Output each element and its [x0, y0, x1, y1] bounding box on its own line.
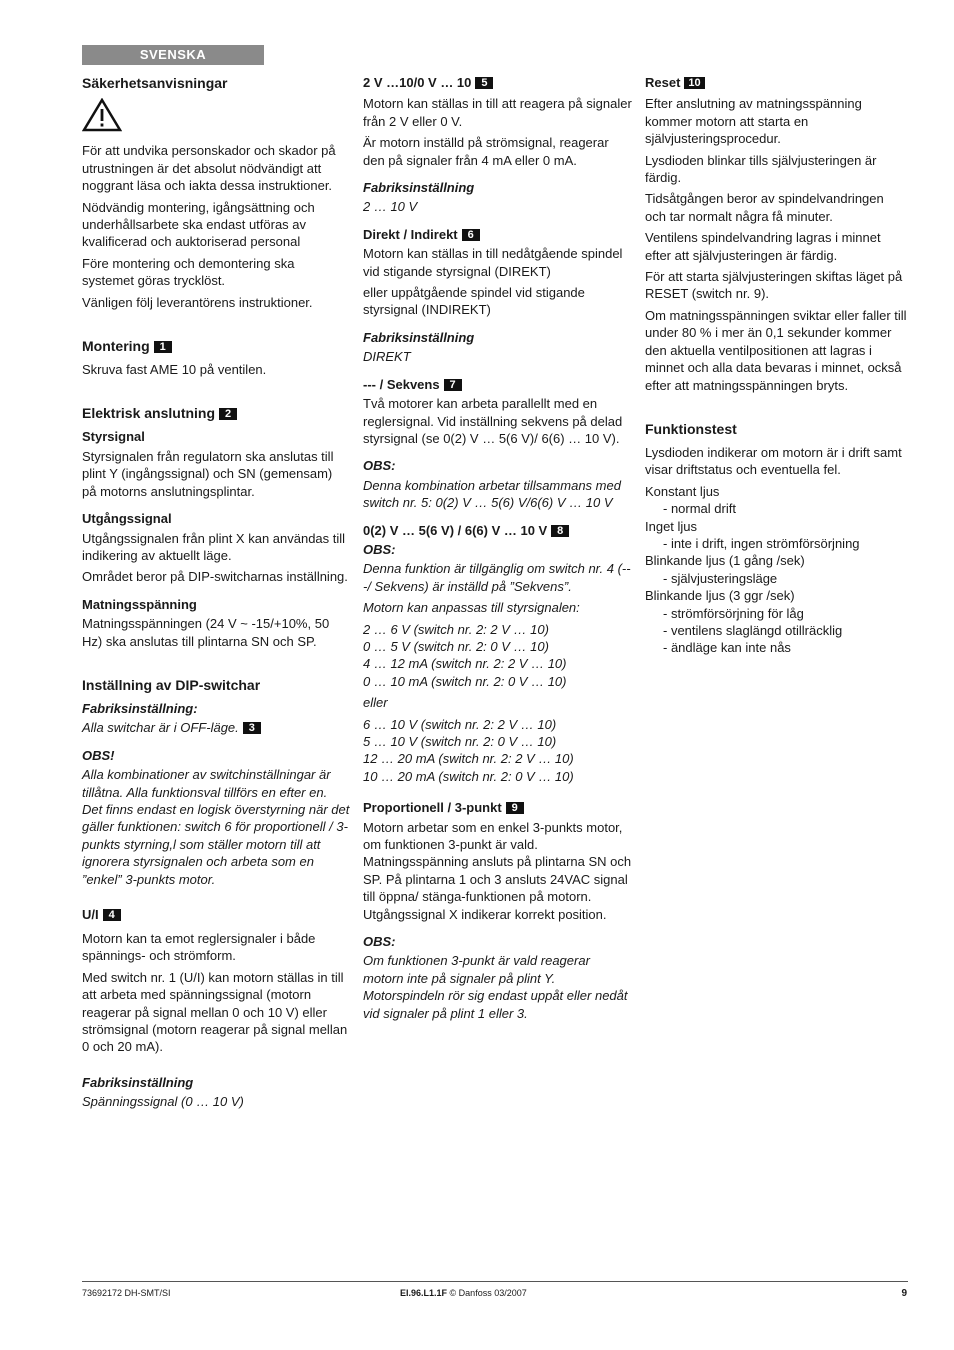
s9-title-text: Proportionell / 3-punkt — [363, 800, 502, 816]
figure-number-badge: 9 — [506, 802, 524, 814]
s6-paragraph-1: Motorn kan ställas in till nedåtgående spindel vid stigande styrsignal (DIREKT) — [363, 246, 623, 279]
column-1 — [82, 74, 350, 1115]
safety-paragraph-2: Nödvändig montering, igångsättning och underhållsarbete ska endast utföras av kvalificerad och auktoriserad personal — [82, 199, 315, 250]
s8-obs-paragraph-2: Motorn kan anpassas till styrsignalen: — [363, 600, 580, 616]
page-number: 9 — [901, 1288, 907, 1299]
supply-voltage-paragraph: Matningsspänningen (24 V ~ -15/+10%, 50 Hz) ska anslutas till plintarna SN och SP. — [82, 616, 330, 649]
s9-title — [363, 799, 633, 816]
led-state: Inget ljus — [645, 518, 698, 534]
dip-factory-paragraph — [82, 719, 350, 736]
list-item: 12 … 20 mA (switch nr. 2: 2 V … 10) — [363, 751, 574, 767]
dip-switch-title: Inställning av DIP-switchar — [82, 676, 261, 693]
led-state-detail: - inte i drift, ingen strömförsörjning — [663, 535, 860, 551]
s6-title — [363, 226, 633, 243]
s5-title-text: 2 V …10/0 V … 10 — [363, 75, 472, 90]
mounting-title — [82, 337, 350, 355]
s6-factory-heading: Fabriksinställning — [363, 329, 475, 345]
control-signal-heading: Styrsignal — [82, 429, 145, 445]
s8-list-b — [363, 716, 633, 786]
reset-title — [645, 74, 907, 91]
s7-obs-paragraph: Denna kombination arbetar tillsammans med switch nr. 5: 0(2) V … 5(6) V/6(6) V … 10 V — [363, 477, 621, 511]
list-item: 0 … 5 V (switch nr. 2: 0 V … 10) — [363, 638, 549, 654]
reset-title-text: Reset — [645, 75, 681, 90]
footer-divider — [82, 1281, 908, 1282]
reset-paragraph-4: Ventilens spindelvandring lagras i minnet efter att självjusteringen är färdig. — [645, 230, 881, 263]
figure-number-badge: 7 — [444, 379, 462, 391]
figure-number-badge: 10 — [684, 77, 704, 89]
s6-paragraph-2: eller uppåtgående spindel vid stigande styrsignal (INDIREKT) — [363, 285, 585, 318]
dip-factory-heading: Fabriksinställning: — [82, 700, 198, 716]
footer-reference — [400, 1288, 527, 1298]
reset-paragraph-1: Efter anslutning av matningsspänning kommer motorn att starta en självjusteringsprocedur. — [645, 96, 862, 147]
electrical-title — [82, 404, 350, 422]
safety-paragraph-1: För att undvika personskador och skador på utrustningen är det absolut nödvändigt att noggrant läsa och iakta dessa instruktioner. — [82, 143, 336, 194]
language-tag: SVENSKA — [82, 45, 264, 65]
s6-title-text: Direkt / Indirekt — [363, 226, 458, 242]
figure-number-badge: 5 — [475, 77, 493, 89]
list-item: 10 … 20 mA (switch nr. 2: 0 V … 10) — [363, 768, 574, 784]
ui-title-text: U/I — [82, 907, 99, 922]
list-item: 6 … 10 V (switch nr. 2: 2 V … 10) — [363, 716, 557, 732]
warning-triangle-icon — [82, 98, 350, 136]
ui-title — [82, 906, 350, 924]
s7-paragraph-1: Två motorer kan arbeta parallellt med en reglersignal. Vid inställning sekvens på delad styrsignal (se 0(2) V … 5(6 V)/ 6(6) … 10 V). — [363, 396, 623, 446]
figure-number-badge: 6 — [462, 229, 480, 241]
s5-title — [363, 74, 633, 91]
led-state: Konstant ljus — [645, 483, 720, 499]
control-signal-paragraph: Styrsignalen från regulatorn ska anslutas till plint Y (ingångssignal) och SN (gemensam) på motorns anslutningsplintar. — [82, 448, 334, 499]
list-item: 2 … 6 V (switch nr. 2: 2 V … 10) — [363, 621, 549, 637]
figure-number-badge: 8 — [551, 525, 569, 537]
figure-number-badge: 4 — [103, 909, 121, 921]
s8-list-a — [363, 621, 633, 691]
figure-number-badge: 2 — [219, 408, 237, 420]
footer-copyright: © Danfoss 03/2007 — [449, 1288, 527, 1298]
led-state: Blinkande ljus (3 ggr /sek) — [645, 588, 795, 604]
s8-obs-paragraph-1: Denna funktion är tillgänglig om switch nr. 4 (---/ Sekvens) är inställd på ”Sekvens”. — [363, 561, 631, 594]
led-state-detail: - strömförsörjning för låg — [663, 605, 804, 621]
supply-voltage-heading: Matningsspänning — [82, 596, 197, 612]
s8-title-text: 0(2) V … 5(6 V) / 6(6) V … 10 V — [363, 522, 548, 538]
s6-factory-paragraph: DIREKT — [363, 349, 411, 365]
s5-paragraph-2: Är motorn inställd på strömsignal, reagerar den på signaler från 4 mA eller 0 mA. — [363, 135, 609, 168]
figure-number-badge: 1 — [154, 341, 172, 353]
led-state-detail: - självjusteringsläge — [663, 570, 778, 586]
list-item: 0 … 10 mA (switch nr. 2: 0 V … 10) — [363, 673, 567, 689]
column-3 — [645, 74, 907, 657]
mounting-paragraph: Skruva fast AME 10 på ventilen. — [82, 362, 267, 378]
s8-title — [363, 522, 633, 539]
ui-paragraph-1: Motorn kan ta emot reglersignaler i både spännings- och strömform. — [82, 931, 316, 964]
ui-factory-heading: Fabriksinställning — [82, 1074, 194, 1090]
obs-paragraph: Alla kombinationer av switchinställningar är tillåtna. Alla funktionsval tillförs en efter en. Det finns endast en logisk överstyrning när det gäller funktionen: switch 6 för proportionell / 3-punkts styrning,l som ställer motorn till att ignorera styrsignalen och arbeta som en ”enkel” 3-punkts motor. — [82, 767, 350, 887]
list-item: 5 … 10 V (switch nr. 2: 0 V … 10) — [363, 734, 557, 749]
figure-number-badge: 3 — [243, 722, 261, 734]
footer-doc-id: 73692172 DH-SMT/SI — [82, 1288, 171, 1298]
function-test-title: Funktionstest — [645, 420, 737, 437]
footer-code: EI.96.L1.1F — [400, 1288, 448, 1298]
list-item: 4 … 12 mA (switch nr. 2: 2 V … 10) — [363, 656, 567, 672]
s5-factory-paragraph: 2 … 10 V — [363, 199, 418, 215]
output-signal-paragraph-2: Området beror på DIP-switcharnas inställning. — [82, 569, 348, 585]
reset-paragraph-3: Tidsåtgången beror av spindelvandringen och tar normalt några få minuter. — [645, 191, 884, 224]
dip-factory-text: Alla switchar är i OFF-läge. — [82, 720, 239, 736]
safety-title: Säkerhetsanvisningar — [82, 75, 228, 91]
led-state-detail: - ventilens slaglängd otillräcklig — [663, 622, 843, 638]
reset-paragraph-6: Om matningsspänningen sviktar eller faller till under 80 % i mer än 0,1 sekunder kommer den aktuella ventilpositionen att lagras i minnet och alla data bevaras i minnet, också efter att matningsspänningen bryts. — [645, 307, 907, 393]
s7-title-text: --- / Sekvens — [363, 376, 440, 392]
column-2 — [363, 74, 633, 1026]
obs-heading: OBS! — [82, 747, 115, 763]
led-state: Blinkande ljus (1 gång /sek) — [645, 553, 805, 569]
s5-factory-heading: Fabriksinställning — [363, 180, 475, 196]
reset-paragraph-2: Lysdioden blinkar tills självjusteringen är färdig. — [645, 152, 877, 186]
safety-paragraph-4: Vänligen följ leverantörens instruktioner. — [82, 294, 313, 310]
output-signal-heading: Utgångssignal — [82, 511, 172, 527]
safety-paragraph-3: Före montering och demontering ska systemet göras trycklöst. — [82, 255, 295, 289]
s9-obs-paragraph: Om funktionen 3-punkt är vald reagerar motorn inte på signaler på plint Y. Motorspindeln rör sig endast uppåt eller nedåt vid signaler på plint 1 eller 3. — [363, 953, 628, 1021]
led-state-detail: - normal drift — [663, 501, 736, 517]
electrical-title-text: Elektrisk anslutning — [82, 405, 216, 422]
s8-obs-heading: OBS: — [363, 541, 396, 557]
reset-paragraph-5: För att starta självjusteringen skiftas läget på RESET (switch nr. 9). — [645, 269, 903, 302]
ui-factory-paragraph: Spänningssignal (0 … 10 V) — [82, 1094, 244, 1110]
output-signal-paragraph-1: Utgångssignalen från plint X kan användas till indikering av aktuellt läge. — [82, 530, 346, 563]
s7-title — [363, 376, 633, 393]
s9-paragraph-1: Motorn arbetar som en enkel 3-punkts motor, om funktionen 3-punkt är vald. Matningsspänning ansluts på plintarna SN och SP. På plintarna 1 och 3 ansluts 24VAC signal till öppna/ stänga-funktionen på motorn. Utgångssignal X indikerar korrekt position. — [363, 819, 632, 922]
s9-obs-heading: OBS: — [363, 934, 396, 950]
s7-obs-heading: OBS: — [363, 458, 396, 474]
ui-paragraph-2: Med switch nr. 1 (U/I) kan motorn ställas in till att arbeta med spänningssignal (motorn reagerar på signal mellan 0 och 10 V) eller strömsignal (motorn reagerar på signal mellan 0 och 20 mA). — [82, 969, 348, 1055]
led-state-detail: - ändläge kan inte nås — [663, 640, 791, 656]
s8-or: eller — [363, 695, 388, 711]
mounting-title-text: Montering — [82, 338, 150, 355]
function-test-paragraph: Lysdioden indikerar om motorn är i drift samt visar driftstatus och eventuella fel. — [645, 444, 902, 478]
s5-paragraph-1: Motorn kan ställas in till att reagera på signaler från 2 V eller 0 V. — [363, 96, 632, 129]
